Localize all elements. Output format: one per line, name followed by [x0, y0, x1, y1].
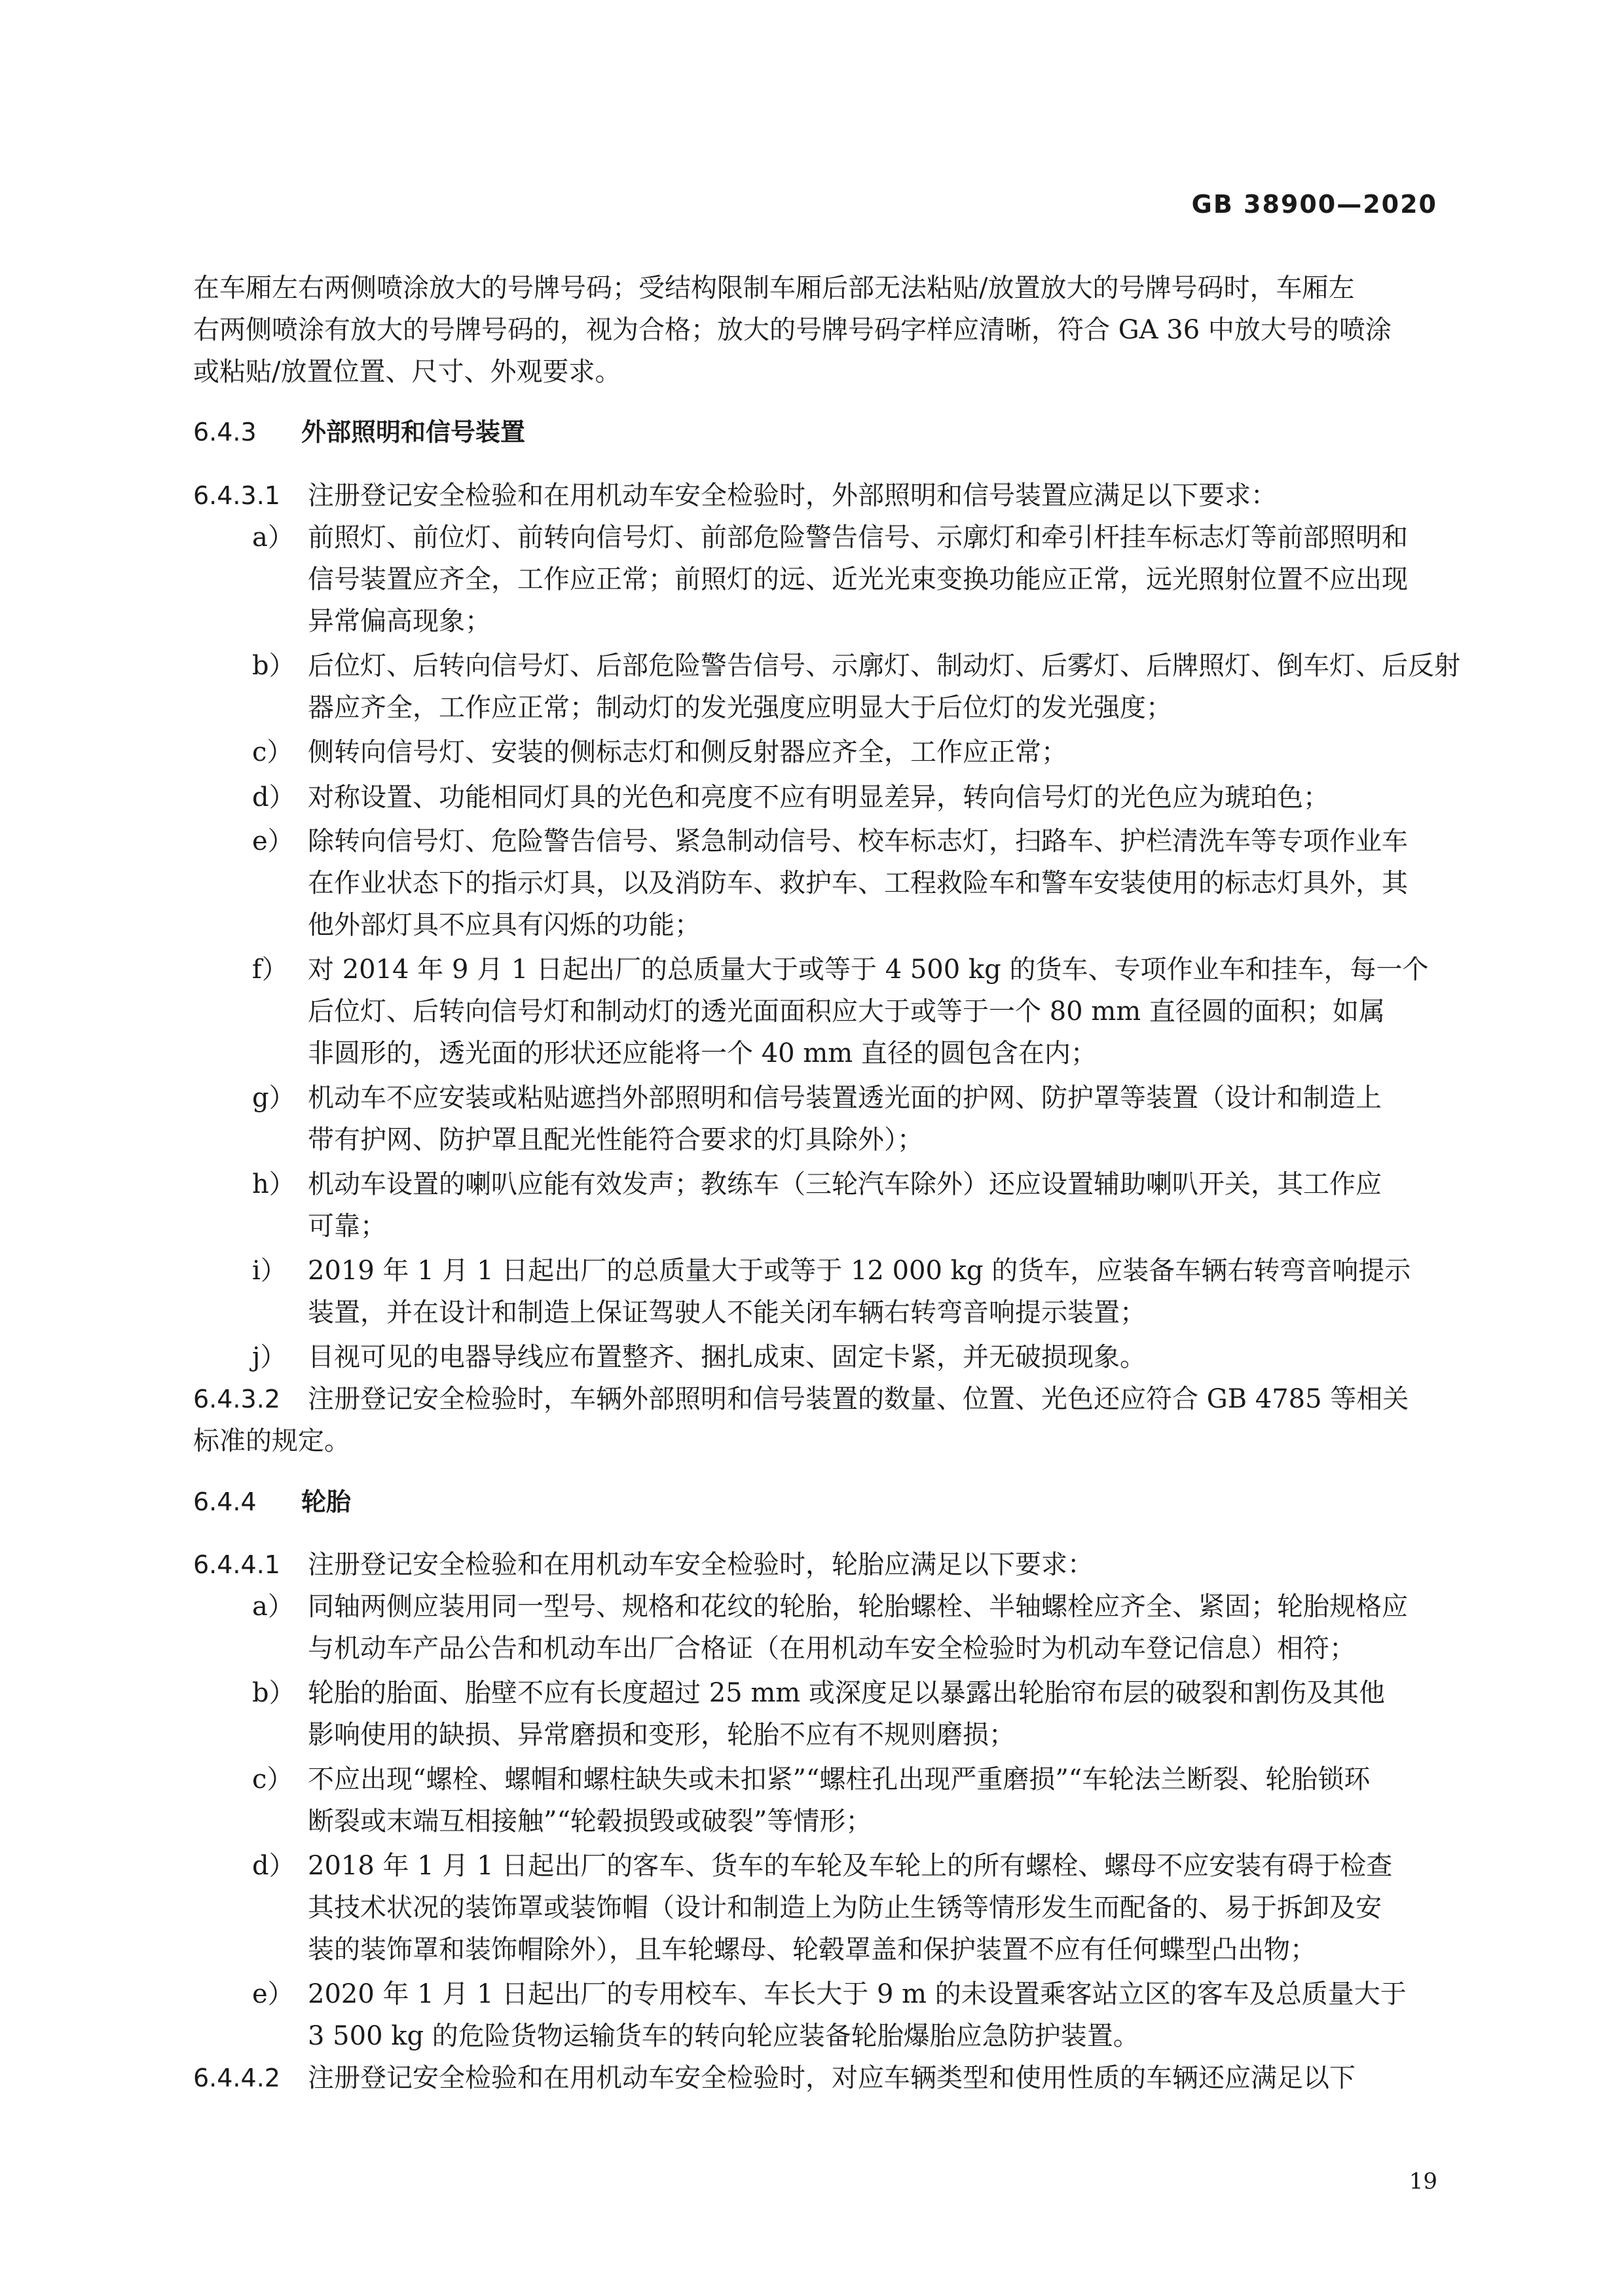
clause-text: 注册登记安全检验和在用机动车安全检验时，轮胎应满足以下要求：	[308, 1550, 1094, 1580]
clause-number: 6.4.4.1	[193, 1550, 280, 1579]
item-text: 后位灯、后转向信号灯、后部危险警告信号、示廓灯、制动灯、后雾灯、后牌照灯、倒车灯、后反射	[308, 651, 1460, 681]
section-heading-6-4-4	[193, 1481, 351, 1523]
item-label: a）	[252, 1592, 294, 1622]
item-label: j）	[252, 1342, 287, 1372]
item-text: 对称设置、功能相同灯具的光色和亮度不应有明显差异，转向信号灯的光色应为琥珀色；	[308, 782, 1329, 812]
page-number: 19	[1409, 2168, 1437, 2195]
section-title: 外部照明和信号装置	[301, 418, 526, 446]
item-label: e）	[252, 1979, 294, 2009]
item-label: b）	[252, 651, 295, 681]
item-text: 对 2014 年 9 月 1 日起出厂的总质量大于或等于 4 500 kg 的货车、专项作业车和挂车，每一个	[308, 955, 1429, 985]
item-continuation: 器应齐全，工作应正常；制动灯的发光强度应明显大于后位灯的发光强度；	[308, 693, 1172, 723]
item-text: 前照灯、前位灯、前转向信号灯、前部危险警告信号、示廓灯和牵引杆挂车标志灯等前部照明和	[308, 522, 1408, 553]
item-label: i）	[252, 1256, 287, 1286]
item-continuation: 信号装置应齐全，工作应正常；前照灯的远、近光光束变换功能应正常，远光照射位置不应出现	[308, 564, 1408, 594]
item-continuation: 断裂或末端互相接触”“轮毂损毁或破裂”等情形；	[308, 1806, 872, 1836]
item-continuation: 可靠；	[308, 1211, 386, 1241]
item-continuation: 装的装饰罩和装饰帽除外），且车轮螺母、轮毂罩盖和保护装置不应有任何蝶型凸出物；	[308, 1935, 1316, 1965]
item-label: d）	[252, 1851, 295, 1881]
item-label: a）	[252, 522, 294, 553]
intro-line-1: 在车厢左右两侧喷涂放大的号牌号码；受结构限制车厢后部无法粘贴/放置放大的号牌号码时，车厢左	[193, 273, 1355, 303]
item-label: g）	[252, 1083, 295, 1113]
item-continuation: 3 500 kg 的危险货物运输货车的转向轮应装备轮胎爆胎应急防护装置。	[308, 2021, 1139, 2051]
section-number: 6.4.4	[193, 1487, 257, 1516]
section-heading-6-4-3	[193, 411, 525, 453]
section-number: 6.4.3	[193, 418, 257, 446]
item-continuation: 在作业状态下的指示灯具，以及消防车、救护车、工程救险车和警车安装使用的标志灯具外，其	[308, 868, 1408, 898]
item-text: 2019 年 1 月 1 日起出厂的总质量大于或等于 12 000 kg 的货车，应装备车辆右转弯音响提示	[308, 1256, 1411, 1286]
item-text: 侧转向信号灯、安装的侧标志灯和侧反射器应齐全，工作应正常；	[308, 737, 1067, 767]
item-text: 目视可见的电器导线应布置整齐、捆扎成束、固定卡紧，并无破损现象。	[308, 1342, 1146, 1372]
item-continuation: 其技术状况的装饰罩或装饰帽（设计和制造上为防止生锈等情形发生而配备的、易于拆卸及安	[308, 1893, 1382, 1923]
clause-number: 6.4.4.2	[193, 2064, 280, 2092]
item-continuation: 带有护网、防护罩且配光性能符合要求的灯具除外）；	[308, 1125, 923, 1155]
item-text: 机动车不应安装或粘贴遮挡外部照明和信号装置透光面的护网、防护罩等装置（设计和制造上	[308, 1083, 1382, 1113]
clause-continuation: 标准的规定。	[193, 1426, 350, 1456]
item-continuation: 装置，并在设计和制造上保证驾驶人不能关闭车辆右转弯音响提示装置；	[308, 1298, 1146, 1328]
item-label: h）	[252, 1169, 295, 1199]
item-continuation: 影响使用的缺损、异常磨损和变形，轮胎不应有不规则磨损；	[308, 1720, 1015, 1750]
clause-text: 注册登记安全检验时，车辆外部照明和信号装置的数量、位置、光色还应符合 GB 4785 等相关	[308, 1384, 1409, 1414]
item-label: d）	[252, 782, 295, 812]
item-text: 2018 年 1 月 1 日起出厂的客车、货车的车轮及车轮上的所有螺栓、螺母不应安装有碍于检查	[308, 1851, 1393, 1881]
item-label: b）	[252, 1678, 295, 1708]
item-continuation: 非圆形的，透光面的形状还应能将一个 40 mm 直径的圆包含在内；	[308, 1038, 1097, 1068]
item-continuation: 后位灯、后转向信号灯和制动灯的透光面面积应大于或等于一个 80 mm 直径圆的面积；如属	[308, 996, 1385, 1027]
item-continuation: 与机动车产品公告和机动车出厂合格证（在用机动车安全检验时为机动车登记信息）相符；	[308, 1633, 1356, 1664]
section-title: 轮胎	[301, 1487, 352, 1516]
clause-number: 6.4.3.1	[193, 481, 280, 510]
item-text: 2020 年 1 月 1 日起出厂的专用校车、车长大于 9 m 的未设置乘客站立区的客车及总质量大于	[308, 1979, 1407, 2009]
item-continuation: 异常偏高现象；	[308, 606, 491, 636]
intro-line-3: 或粘贴/放置位置、尺寸、外观要求。	[193, 357, 621, 387]
item-text: 机动车设置的喇叭应能有效发声；教练车（三轮汽车除外）还应设置辅助喇叭开关，其工作应	[308, 1169, 1382, 1199]
item-text: 轮胎的胎面、胎壁不应有长度超过 25 mm 或深度足以暴露出轮胎帘布层的破裂和割伤及其他	[308, 1678, 1385, 1708]
standard-number: GB 38900—2020	[1191, 190, 1437, 219]
item-label: c）	[252, 1764, 293, 1795]
intro-line-2: 右两侧喷涂有放大的号牌号码的，视为合格；放大的号牌号码字样应清晰，符合 GA 36 中放大号的喷涂	[193, 315, 1392, 345]
item-label: c）	[252, 737, 293, 767]
item-text: 除转向信号灯、危险警告信号、紧急制动信号、校车标志灯，扫路车、护栏清洗车等专项作业车	[308, 826, 1408, 856]
clause-text: 注册登记安全检验和在用机动车安全检验时，外部照明和信号装置应满足以下要求：	[308, 481, 1277, 511]
item-text: 同轴两侧应装用同一型号、规格和花纹的轮胎，轮胎螺栓、半轴螺栓应齐全、紧固；轮胎规格应	[308, 1592, 1408, 1622]
clause-number: 6.4.3.2	[193, 1385, 280, 1413]
item-label: f）	[252, 955, 288, 985]
item-text: 不应出现“螺栓、螺帽和螺柱缺失或未扣紧”“螺柱孔出现严重磨损”“车轮法兰断裂、轮胎锁环	[308, 1764, 1371, 1795]
item-label: e）	[252, 826, 294, 856]
item-continuation: 他外部灯具不应具有闪烁的功能；	[308, 910, 701, 940]
clause-text: 注册登记安全检验和在用机动车安全检验时，对应车辆类型和使用性质的车辆还应满足以下	[308, 2063, 1356, 2093]
